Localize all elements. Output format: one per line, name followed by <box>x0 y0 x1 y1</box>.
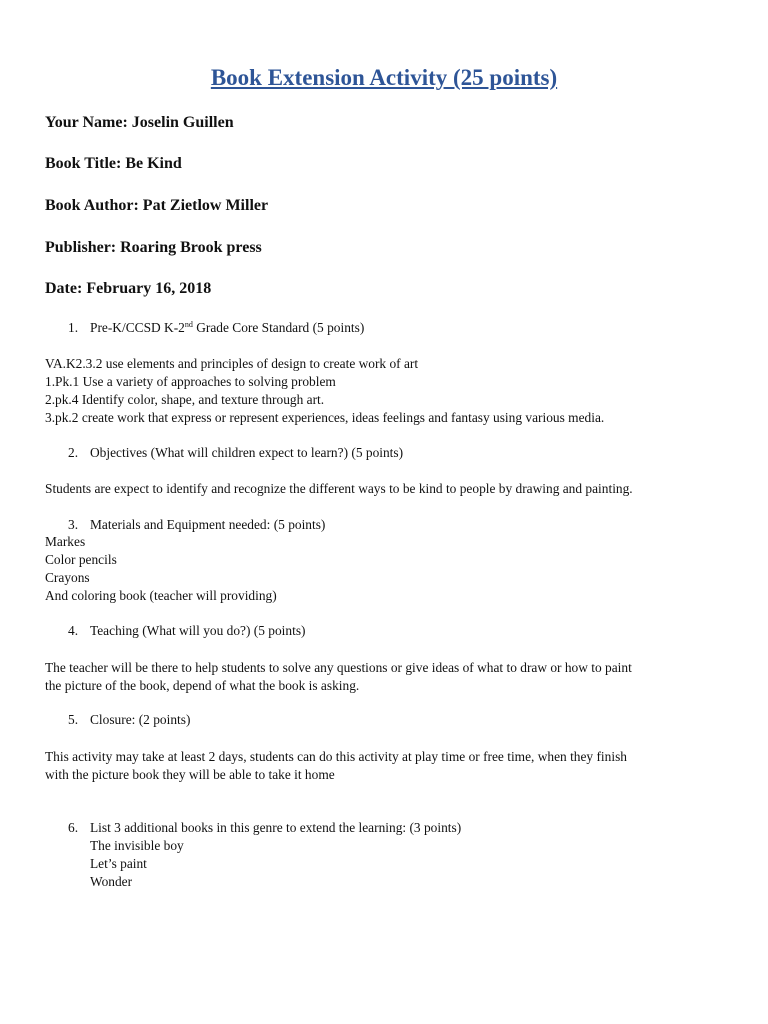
section-3-line: Markes <box>45 534 86 549</box>
section-1-number: 1. <box>68 320 79 335</box>
field-book-title: Book Title: Be Kind <box>45 155 182 172</box>
document-title: Book Extension Activity (25 points) <box>210 65 558 90</box>
section-6-heading: List 3 additional books in this genre to extend the learning: (3 points) <box>90 820 462 835</box>
section-6-book: Wonder <box>90 874 133 889</box>
field-your-name: Your Name: Joselin Guillen <box>45 114 234 131</box>
section-3-heading: Materials and Equipment needed: (5 points) <box>90 517 326 532</box>
section-4-number: 4. <box>68 623 79 638</box>
section-5-number: 5. <box>68 712 79 727</box>
section-1-line: 3.pk.2 create work that express or represent experiences, ideas feelings and fantasy using various media. <box>45 410 605 425</box>
section-1-heading <box>90 319 364 337</box>
section-3-line: Color pencils <box>45 552 117 567</box>
section-2-number: 2. <box>68 445 79 460</box>
section-1-line: 2.pk.4 Identify color, shape, and texture through art. <box>45 392 325 407</box>
field-book-author: Book Author: Pat Zietlow Miller <box>45 197 269 214</box>
section-3-number: 3. <box>68 517 79 532</box>
section-2-heading: Objectives (What will children expect to learn?) (5 points) <box>90 445 404 460</box>
section-5-line: This activity may take at least 2 days, students can do this activity at play time or free time, when they finish <box>45 749 627 764</box>
field-date: Date: February 16, 2018 <box>45 280 212 297</box>
section-1-heading-pre: Pre-K/CCSD K-2 <box>90 320 185 335</box>
section-5-line: with the picture book they will be able to take it home <box>45 767 335 782</box>
section-6-book: The invisible boy <box>90 838 184 853</box>
section-4-line: the picture of the book, depend of what the book is asking. <box>45 678 360 693</box>
section-1-line: VA.K2.3.2 use elements and principles of design to create work of art <box>45 356 419 371</box>
section-4-line: The teacher will be there to help students to solve any questions or give ideas of what to draw or how to paint <box>45 660 632 675</box>
section-1-line: 1.Pk.1 Use a variety of approaches to solving problem <box>45 374 336 389</box>
section-6-number: 6. <box>68 820 79 835</box>
section-6-book: Let’s paint <box>90 856 147 871</box>
section-3-line: And coloring book (teacher will providing) <box>45 588 277 603</box>
section-3-line: Crayons <box>45 570 90 585</box>
section-1-heading-post: Grade Core Standard (5 points) <box>192 320 365 335</box>
field-publisher: Publisher: Roaring Brook press <box>45 239 262 256</box>
section-5-heading: Closure: (2 points) <box>90 712 191 727</box>
section-2-line: Students are expect to identify and recognize the different ways to be kind to people by drawing and painting. <box>45 481 633 496</box>
section-1-heading-sup: nd <box>184 320 193 329</box>
section-4-heading: Teaching (What will you do?) (5 points) <box>90 623 306 638</box>
